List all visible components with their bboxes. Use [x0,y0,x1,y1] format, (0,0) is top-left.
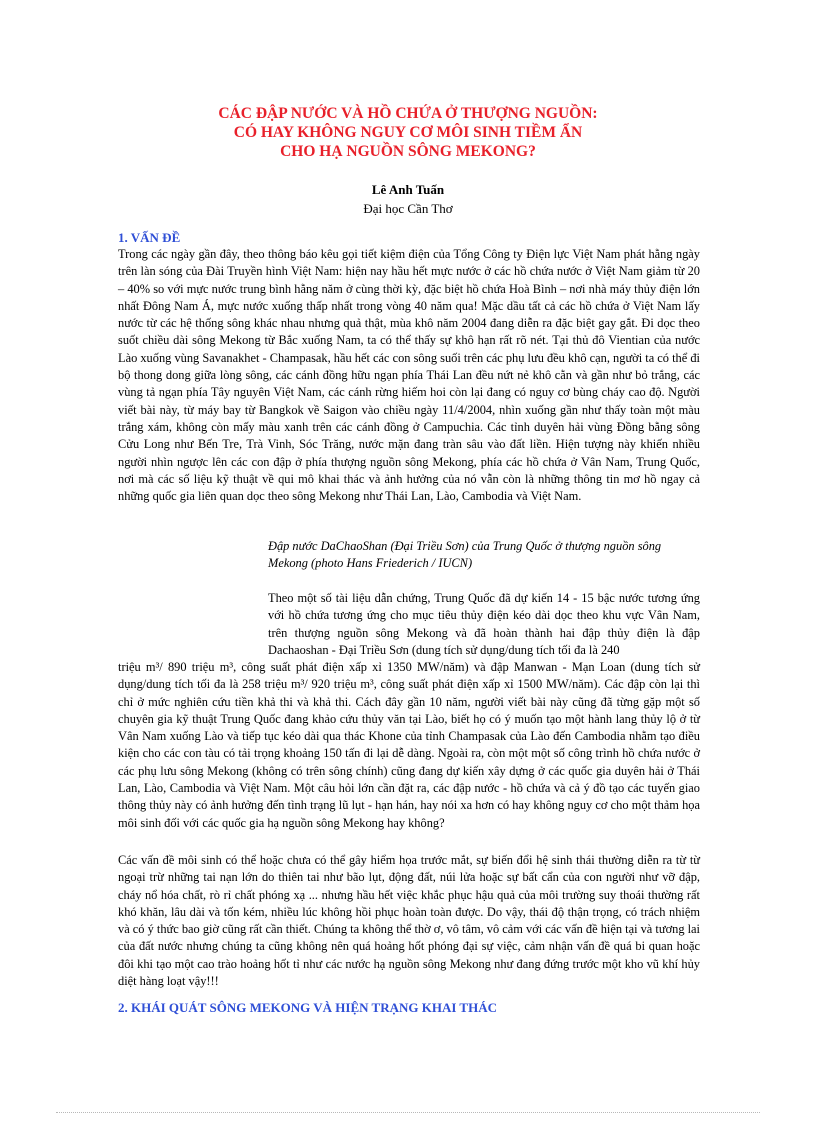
author-affiliation: Đại học Cần Thơ [363,201,453,216]
title-line-3: CHO HẠ NGUỒN SÔNG MEKONG? [280,143,536,160]
paragraph-1: Trong các ngày gần đây, theo thông báo kêu gọi tiết kiệm điện của Tổng Công ty Điện lực Việt Nam phát hằng ngày trên làn sóng của Đài Truyền hình Việt Nam: hiện nay hầu hết mực nước ở các hồ chứa nước ở Việt Nam giảm từ 20 – 40% so với mực nước trung bình hằng năm ở cùng thời kỳ, đặc biệt hồ chứa Hoà Bình – nơi nhà máy thủy điện lớn nhất Đông Nam Á, mực nước xuống thấp nhất trong vòng 40 năm qua! Mặc dầu tất cả các hồ chứa ở Việt Nam lấy nước từ các hệ thống sông khác nhau nhưng quả thật, mùa khô năm 2004 đang diễn ra đặc biệt gay gắt. Đi dọc theo suốt chiều dài sông Mekong từ Bắc xuống Nam, ta có thể thấy sự khô hạn rất rõ nét. Tại thủ đô Vientian của nước Lào xuống vùng Savanakhet - Champasak, hầu hết các con sông suối trên các phụ lưu đều khô cạn, người ta có thể đi bộ thong dong giữa lòng sông, các cánh đồng hữu ngạn phía Thái Lan đều nứt nẻ khô cằn và gần như bỏ trắng, các vùng tả ngạn phía Tây nguyên Việt Nam, các cánh rừng hiếm hoi còn lại đang có nguy cơ bùng cháy cao độ. Người viết bài này, từ máy bay từ Bangkok về Saigon vào chiều ngày 11/4/2004, nhìn xuống gần như thấy toàn một màu trắng xám, không còn mấy màu xanh trên các cánh đồng ở Campuchia. Các tỉnh duyên hải vùng Đồng bằng sông Cửu Long như Bến Tre, Trà Vinh, Sóc Trăng, nước mặn đang tràn sâu vào đất liền. Hiện tượng này khiến nhiều người nhìn ngược lên các con đập ở phía thượng nguồn sông Mekong, phía các hồ chứa ở Vân Nam, Trung Quốc, nơi mà các số liệu kỹ thuật về qui mô khai thác và ảnh hưởng của nó vẫn còn là những thông tin mơ hồ ngay cả những quốc gia liên quan dọc theo sông Mekong như Thái Lan, Lào, Cambodia và Việt Nam. [118,247,700,504]
author-name: Lê Anh Tuấn [371,182,445,197]
paragraph-2-indented: Theo một số tài liệu dẫn chứng, Trung Quốc đã dự kiến 14 - 15 bậc nước tương ứng với hồ chứa tương ứng cho mục tiêu thủy điện kéo dài dọc theo khu vực Vân Nam, trên thượng nguồn sông Mekong và đã hoàn thành hai đập thủy điện là đập Dachaoshan - Đại Triều Sơn (dung tích sử dụng/dung tích tối đa là 240 [268,591,700,657]
paragraph-2-continued: triệu m³/ 890 triệu m³, công suất phát điện xấp xỉ 1350 MW/năm) và đập Manwan - Mạn Loan (dung tích sử dụng/dung tích tối đa là 258 triệu m³/ 920 triệu m³, công suất phát điện xấp xỉ 1500 MW/năm). Các đập còn lại thì chỉ ở mức nghiên cứu tiền khả thi và khả thi. Cách đây gần 10 năm, người viết bài này cũng đã từng gặp một số chuyên gia kỹ thuật Trung Quốc đang khảo cứu thủy văn tại Lào, biết họ có ý muốn tạo một hành lang thủy lộ ở từ Vân Nam xuống Lào và tiếp tục kéo dài qua thác Khone của tỉnh Champasak của Lào đến Cambodia nhằm tạo điều kiện cho các con tàu có tải trọng khoảng 150 tấn đi lại dễ dàng. Ngoài ra, còn một một số công trình hồ chứa nước ở các phụ lưu sông Mekong (không có trên sông chính) cũng đang dự kiến xây dựng ở các quốc gia duyên hải ở Thái Lan, Lào, Cambodia và Việt Nam. Một câu hỏi lớn cần đặt ra, các đập nước - hồ chứa và cả ý đồ tạo các tuyến giao thông thủy này có ảnh hưởng đến tình trạng lũ lụt - hạn hán, hay nói xa hơn có hay không nguy cơ cho một thảm họa môi sinh đối với các quốc gia hạ nguồn sông Mekong hay không? [118,660,700,830]
image-caption: Đập nước DaChaoShan (Đại Triều Sơn) của Trung Quốc ở thượng nguồn sông Mekong (photo Hans Friederich / IUCN) [268,539,662,571]
author-block [0,180,816,218]
page-bottom-divider [56,1112,760,1113]
document-title [0,104,816,161]
paragraph-3: Các vấn đề môi sinh có thể hoặc chưa có thể gây hiểm họa trước mắt, sự biến đổi hệ sinh thái thường diễn ra từ từ ngoại trừ những tai nạn lớn do thiên tai như bão lụt, động đất, núi lửa hoặc sự bất cẩn của con người như vỡ đập, cháy nổ hóa chất, rò rỉ chất phóng xạ ... nhưng hầu hết việc khắc phục hậu quả của môi trường suy thoái thường rất khó khăn, lâu dài và tốn kém, nhiều lúc không hồi phục hoàn toàn được. Do vậy, thái độ thận trọng, có trách nhiệm và có ý thức bao giờ cũng rất cần thiết. Chúng ta không thể thờ ơ, vô tâm, vô cảm với các vấn đề hiện tại và tương lai của đất nước nhưng chúng ta cũng không nên quá hoảng hốt phóng đại sự việc, cảm nhận vấn đề quá bi quan hoặc đôi khi tạo một cao trào hoảng hốt tỉ như các nước hạ nguồn sông Mekong như đang đứng trước một kho vũ khí hủy diệt hàng loạt vậy!!! [118,853,700,989]
section-2-heading: 2. KHÁI QUÁT SÔNG MEKONG VÀ HIỆN TRẠNG KHAI THÁC [118,1000,497,1015]
title-line-1: CÁC ĐẬP NƯỚC VÀ HỒ CHỨA Ở THƯỢNG NGUỒN: [218,105,598,122]
section-1-heading: 1. VẤN ĐỀ [118,230,181,245]
title-line-2: CÓ HAY KHÔNG NGUY CƠ MÔI SINH TIỀM ẨN [233,124,583,141]
